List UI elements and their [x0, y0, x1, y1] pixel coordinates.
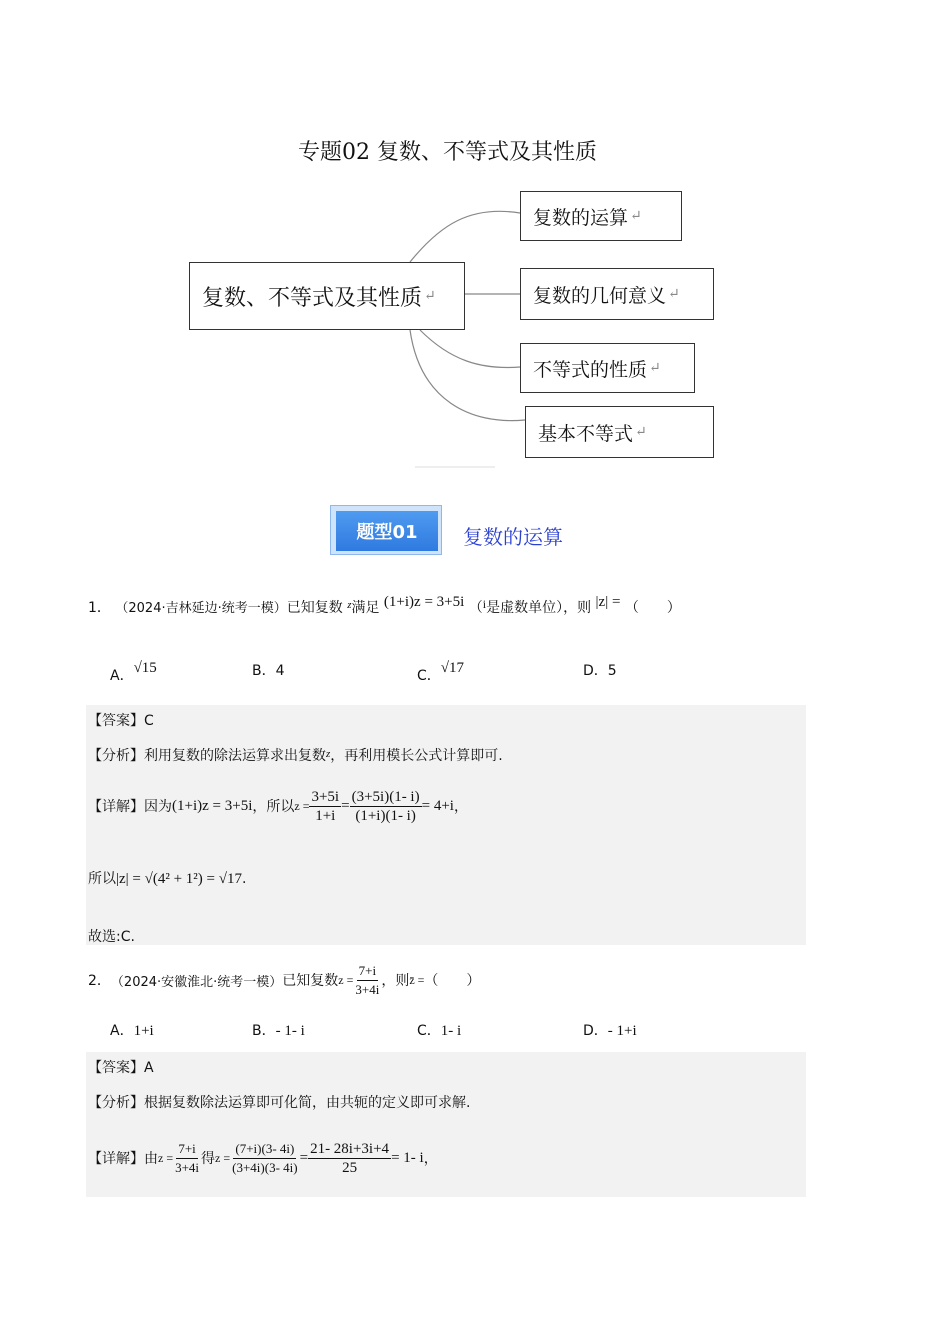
- detail-text: 由: [144, 1151, 158, 1167]
- mindmap-branch-label: 复数的几何意义: [533, 284, 667, 307]
- answer-blank: （ ）: [624, 600, 681, 616]
- option-b: [252, 660, 285, 680]
- option-value: 4: [275, 663, 285, 679]
- punctuation: ，: [423, 1151, 438, 1167]
- math-equation: z =: [338, 972, 354, 987]
- math-equation: (1+i)z = 3+5i: [172, 797, 253, 814]
- section-badge: [330, 505, 440, 555]
- return-icon: ↵: [668, 286, 680, 302]
- return-icon: ↵: [424, 288, 436, 304]
- question-text: 已知复数: [286, 600, 343, 616]
- answer-value: A: [144, 1060, 154, 1076]
- mindmap-root: [189, 262, 465, 330]
- math-equals: =: [341, 797, 350, 814]
- fraction-numerator: 3+5i: [311, 788, 340, 805]
- analysis-line: [88, 1092, 470, 1112]
- page-title: 专题02 复数、不等式及其性质: [298, 140, 597, 165]
- option-a: [110, 660, 157, 685]
- question-source: （2024·安徽淮北·统考一模）: [110, 974, 283, 990]
- mindmap-branch: [520, 191, 682, 241]
- question-number: 2．: [88, 973, 111, 989]
- option-value: 1- i: [440, 1023, 462, 1039]
- analysis-text: ，再利用模长公式计算即可.: [330, 748, 503, 764]
- fraction-numerator: 7+i: [357, 962, 378, 981]
- mindmap-branch: [520, 268, 714, 320]
- mindmap-branch: [520, 343, 695, 393]
- math-equation: z =: [294, 798, 310, 813]
- option-value: 5: [607, 663, 617, 679]
- math-var: z: [347, 599, 352, 611]
- fraction-denominator: 3+4i: [175, 1159, 200, 1175]
- fraction-denominator: 3+4i: [355, 981, 380, 997]
- detail-label: 【详解】: [88, 799, 144, 815]
- question-text: 已知复数: [282, 973, 339, 989]
- fraction-numerator: (7+i)(3- 4i): [233, 1140, 296, 1159]
- detail-line-2: [88, 868, 246, 888]
- option-label: A．: [110, 1023, 134, 1039]
- option-label: C．: [417, 1023, 441, 1039]
- option-b: [252, 1020, 305, 1040]
- answer-label: 【答案】: [88, 713, 144, 729]
- math-fraction: [308, 1140, 391, 1177]
- section-title: 复数的运算: [463, 525, 563, 549]
- question-text: 满足: [351, 600, 380, 616]
- option-value: √15: [133, 660, 157, 676]
- option-label: B．: [252, 1023, 276, 1039]
- mindmap-branch-label: 复数的运算: [533, 206, 629, 229]
- analysis-text: 利用复数的除法运算求出复数: [144, 748, 326, 764]
- math-equals: =: [299, 1149, 309, 1166]
- math-equation: (1+i)z = 3+5i: [383, 594, 465, 610]
- question-1: [88, 594, 681, 617]
- detail-line: [88, 776, 468, 836]
- return-icon: ↵: [635, 424, 647, 440]
- detail-text: ，所以: [252, 799, 295, 815]
- option-a: [110, 1020, 154, 1040]
- fraction-denominator: 25: [342, 1159, 358, 1176]
- question-text: ，则: [381, 973, 410, 989]
- detail-text: 得: [201, 1151, 216, 1167]
- answer-value: C: [144, 713, 154, 729]
- fraction-numerator: 7+i: [176, 1140, 197, 1159]
- analysis-line: [88, 745, 503, 765]
- fraction-numerator: (3+5i)(1- i): [351, 788, 420, 805]
- fraction-denominator: (3+4i)(3- 4i): [232, 1159, 298, 1175]
- analysis-text: 根据复数除法运算即可化简，由共轭的定义即可求解.: [144, 1095, 471, 1111]
- option-label: D．: [583, 1023, 608, 1039]
- mindmap-branch-label: 不等式的性质: [533, 358, 648, 381]
- detail-text: 因为: [144, 799, 172, 815]
- detail-line: [88, 1128, 438, 1188]
- option-d: [583, 1020, 637, 1040]
- question-text: 是虚数单位），则: [486, 600, 592, 616]
- option-value: - 1+i: [607, 1023, 637, 1039]
- return-icon: ↵: [630, 208, 642, 224]
- option-value: - 1- i: [275, 1023, 305, 1039]
- math-equation: |z| =: [595, 594, 621, 610]
- fraction-denominator: (1+i)(1- i): [355, 807, 416, 824]
- option-label: A．: [110, 668, 134, 684]
- option-c: [417, 1020, 461, 1040]
- question-source: （2024·吉林延边·统考一模）: [115, 601, 287, 616]
- option-label: C．: [417, 668, 441, 684]
- final-answer: 故选:C.: [88, 929, 135, 945]
- answer-blank: （ ）: [424, 973, 481, 989]
- math-equation: z =: [215, 1150, 231, 1165]
- math-fraction: [173, 1140, 201, 1177]
- option-d: [583, 660, 617, 680]
- math-equation: = 4+i: [421, 797, 454, 814]
- mindmap-connectors: [0, 0, 950, 480]
- math-equation: = 1- i: [391, 1149, 424, 1166]
- mindmap-branch-label: 基本不等式: [538, 422, 634, 445]
- math-fraction: [309, 788, 341, 825]
- mindmap-branch: [525, 406, 714, 458]
- math-var: i: [482, 597, 487, 611]
- mindmap-root-label: 复数、不等式及其性质: [202, 285, 423, 311]
- option-value: √17: [440, 660, 465, 676]
- detail-text: 所以: [88, 871, 116, 887]
- punctuation: .: [242, 871, 247, 887]
- math-var: z: [326, 748, 331, 760]
- math-equation: z =: [158, 1150, 174, 1165]
- answer-line: [88, 710, 154, 730]
- math-fraction: [230, 1140, 299, 1177]
- option-c: [417, 660, 464, 685]
- detail-label: 【详解】: [88, 1151, 144, 1167]
- analysis-label: 【分析】: [88, 748, 144, 764]
- math-fraction: [350, 788, 422, 825]
- math-fraction: [353, 962, 381, 999]
- punctuation: ，: [453, 799, 468, 815]
- math-equation: z̄ =: [409, 972, 425, 987]
- question-text: （: [468, 600, 483, 616]
- question-2: [88, 958, 480, 1002]
- fraction-numerator: 21- 28i+3i+4: [310, 1140, 390, 1157]
- answer-label: 【答案】: [88, 1060, 144, 1076]
- return-icon: ↵: [649, 360, 661, 376]
- question-number: 1．: [88, 600, 111, 616]
- answer-line: [88, 1057, 154, 1077]
- math-equation: |z| = √(4² + 1²) = √17: [116, 871, 242, 887]
- option-value: 1+i: [133, 1023, 154, 1039]
- badge-label: 题型01: [336, 511, 438, 551]
- option-label: D．: [583, 663, 608, 679]
- analysis-label: 【分析】: [88, 1095, 144, 1111]
- option-label: B．: [252, 663, 276, 679]
- fraction-denominator: 1+i: [315, 807, 336, 824]
